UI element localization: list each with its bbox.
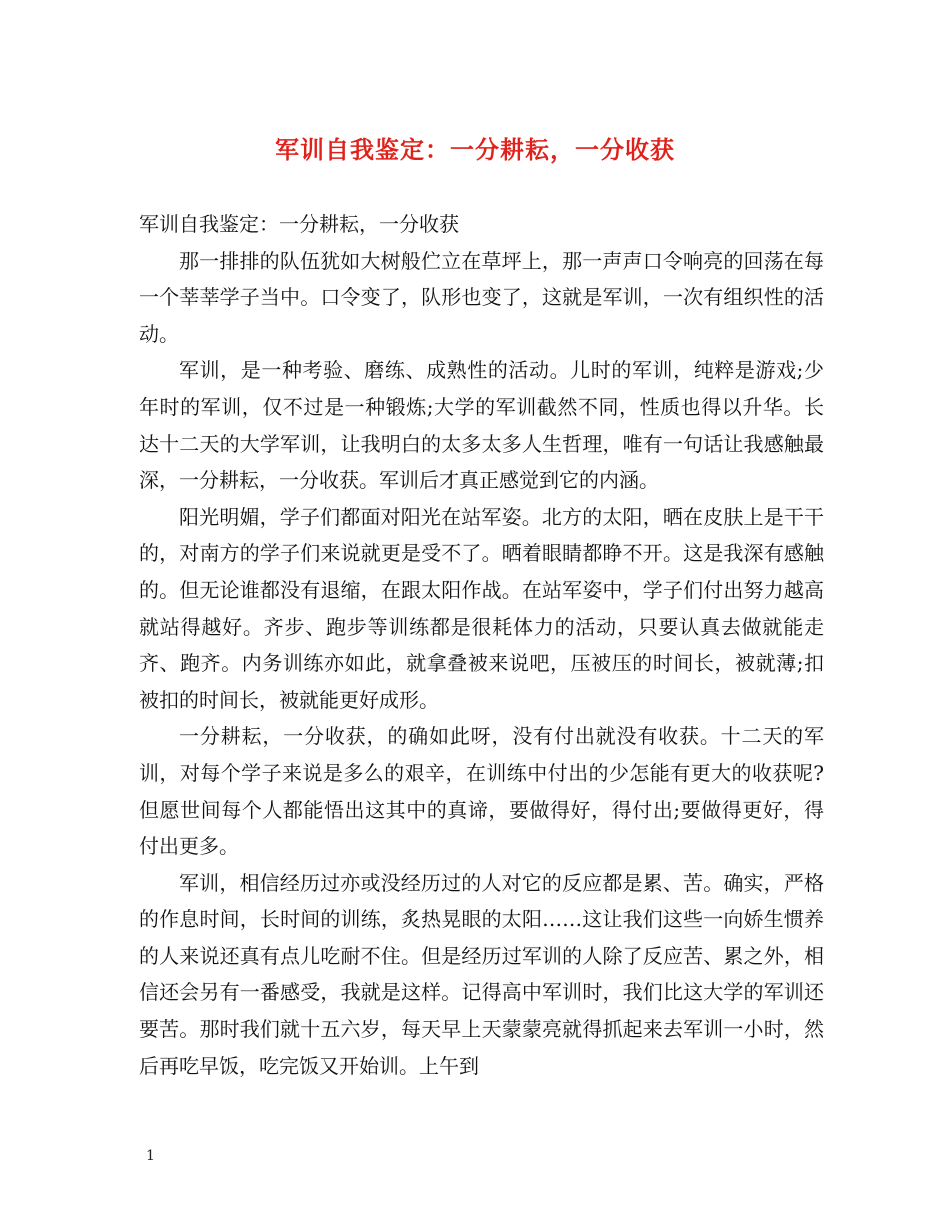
document-title: 军训自我鉴定：一分耕耘，一分收获 — [275, 135, 675, 164]
document-subtitle: 军训自我鉴定：一分耕耘，一分收获 — [139, 212, 459, 236]
paragraph-3: 阳光明媚，学子们都面对阳光在站军姿。北方的太阳，晒在皮肤上是干干的，对南方的学子们来说就更是受不了。晒着眼睛都睁不开。这是我深有感触的。但无论谁都没有退缩，在跟太阳作战。在站军姿中，学子们付出努力越高就站得越好。齐步、跑步等训练都是很耗体力的活动，只要认真去做就能走齐、跑齐。内务训练亦如此，就拿叠被来说吧，压被压的时间长，被就薄;扣被扣的时间长，被就能更好成形。 — [139, 504, 824, 712]
document-body — [139, 206, 824, 1084]
page-number: 1 — [146, 1148, 155, 1164]
paragraph-5: 军训，相信经历过亦或没经历过的人对它的反应都是累、苦。确实，严格的作息时间，长时间的训练，炙热晃眼的太阳……这让我们这些一向娇生惯养的人来说还真有点儿吃耐不住。但是经历过军训的人除了反应苦、累之外，相信还会另有一番感受，我就是这样。记得高中军训时，我们比这大学的军训还要苦。那时我们就十五六岁，每天早上天蒙蒙亮就得抓起来去军训一小时，然后再吃早饭，吃完饭又开始训。上午到 — [139, 870, 824, 1078]
paragraph-2: 军训，是一种考验、磨练、成熟性的活动。儿时的军训，纯粹是游戏;少年时的军训，仅不过是一种锻炼;大学的军训截然不同，性质也得以升华。长达十二天的大学军训，让我明白的太多太多人生哲理，唯有一句话让我感触最深，一分耕耘，一分收获。军训后才真正感觉到它的内涵。 — [139, 358, 824, 493]
paragraph-4: 一分耕耘，一分收获，的确如此呀，没有付出就没有收获。十二天的军训，对每个学子来说是多么的艰辛，在训练中付出的少怎能有更大的收获呢?但愿世间每个人都能悟出这其中的真谛，要做得好，得付出;要做得更好，得付出更多。 — [139, 724, 824, 859]
paragraph-1: 那一排排的队伍犹如大树般伫立在草坪上，那一声声口令响亮的回荡在每一个莘莘学子当中。口令变了，队形也变了，这就是军训，一次有组织性的活动。 — [139, 248, 824, 346]
